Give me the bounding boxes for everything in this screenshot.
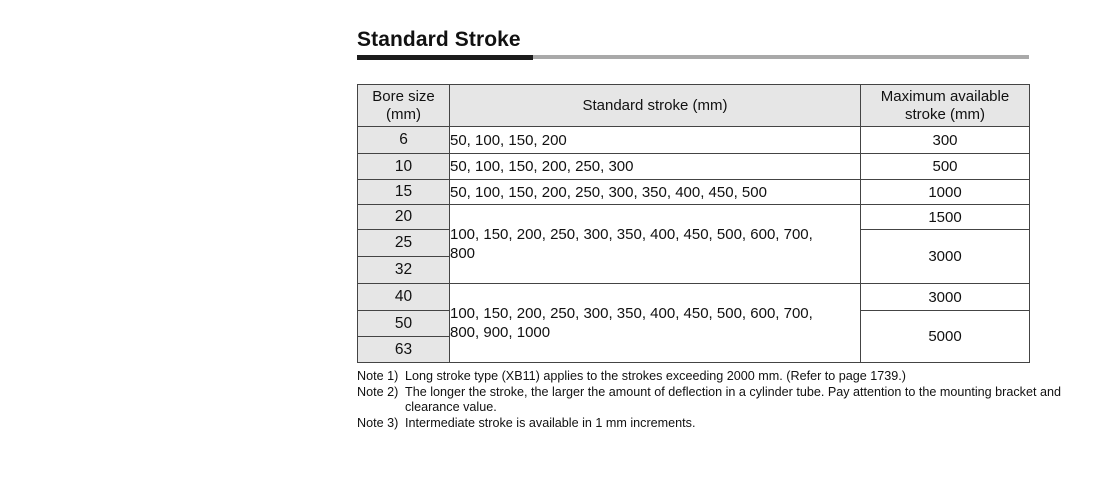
header-max-stroke-line1: Maximum available: [880, 87, 1010, 105]
note-1-label: Note 1): [357, 369, 399, 383]
max-stroke-cell: 300: [861, 127, 1030, 154]
table-row: [358, 180, 1030, 205]
notes: [357, 369, 1075, 431]
note-2: [357, 385, 1075, 416]
max-stroke-cell: 1000: [861, 180, 1030, 205]
table-row: [358, 127, 1030, 154]
max-stroke-cell: 5000: [861, 311, 1030, 363]
note-3: [357, 416, 1075, 432]
standard-stroke-text: 100, 150, 200, 250, 300, 350, 400, 450, 500, 600, 700, 800: [450, 226, 813, 262]
bore-cell: 6: [358, 127, 450, 154]
bore-cell: 15: [358, 180, 450, 205]
bore-cell: 40: [358, 284, 450, 311]
note-3-text: Intermediate stroke is available in 1 mm increments.: [405, 415, 696, 430]
header-bore-size-line2: (mm): [386, 105, 421, 123]
bore-cell: 32: [358, 257, 450, 284]
standard-stroke-cell: 50, 100, 150, 200, 250, 300, 350, 400, 450, 500: [450, 180, 861, 205]
bore-cell: 20: [358, 205, 450, 230]
standard-stroke-cell: [450, 284, 861, 363]
standard-stroke-table: [357, 84, 1030, 363]
max-stroke-cell: 3000: [861, 230, 1030, 284]
bore-cell: 25: [358, 230, 450, 257]
standard-stroke-cell: 50, 100, 150, 200: [450, 127, 861, 154]
standard-stroke-text: 100, 150, 200, 250, 300, 350, 400, 450, 500, 600, 700, 800, 900, 1000: [450, 305, 813, 341]
note-1: [357, 369, 1075, 385]
max-stroke-cell: 3000: [861, 284, 1030, 311]
note-2-text: The longer the stroke, the larger the amount of deflection in a cylinder tube. Pay attention to the mounting bracket and clearance value.: [405, 384, 1061, 414]
header-standard-stroke: Standard stroke (mm): [450, 85, 861, 127]
standard-stroke-cell: [450, 205, 861, 284]
note-3-label: Note 3): [357, 415, 399, 430]
table-row: [358, 154, 1030, 180]
table-header-row: [358, 85, 1030, 127]
max-stroke-cell: 1500: [861, 205, 1030, 230]
header-bore-size-line1: Bore size: [372, 87, 435, 105]
bore-cell: 63: [358, 337, 450, 363]
table-row: [358, 205, 1030, 230]
standard-stroke-cell: 50, 100, 150, 200, 250, 300: [450, 154, 861, 180]
header-max-stroke: [861, 85, 1030, 127]
table-row: [358, 284, 1030, 311]
max-stroke-cell: 500: [861, 154, 1030, 180]
bore-cell: 10: [358, 154, 450, 180]
bore-cell: 50: [358, 311, 450, 337]
title-underline-thin: [533, 55, 1029, 59]
header-bore-size: [358, 85, 450, 127]
section-title: Standard Stroke: [357, 28, 521, 51]
title-underline-thick: [357, 55, 533, 60]
note-1-text: Long stroke type (XB11) applies to the strokes exceeding 2000 mm. (Refer to page 1739.): [405, 369, 907, 383]
header-max-stroke-line2: stroke (mm): [905, 105, 985, 123]
note-2-label: Note 2): [357, 384, 399, 399]
